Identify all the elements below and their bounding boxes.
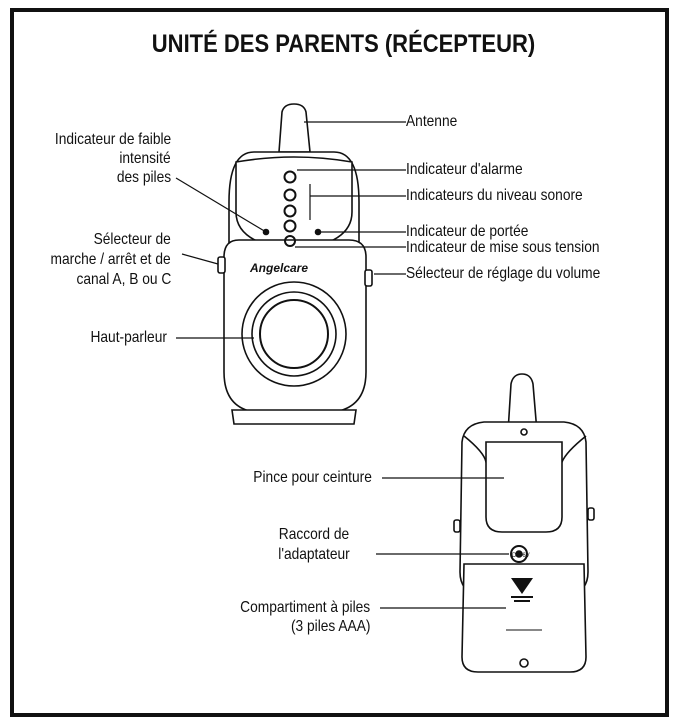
label-faible-piles-1: Indicateur de faible xyxy=(54,131,171,148)
diagram-frame xyxy=(10,8,669,717)
svg-text:DC 6V: DC 6V xyxy=(512,553,530,559)
label-raccord-2: l'adaptateur xyxy=(278,546,350,563)
label-antenne: Antenne xyxy=(406,113,458,130)
label-compartiment-1: Compartiment à piles xyxy=(239,599,370,616)
label-faible-piles-2: intensité xyxy=(119,150,171,167)
belt-clip xyxy=(486,442,562,532)
label-portee: Indicateur de portée xyxy=(406,223,529,240)
volume-knob xyxy=(365,270,372,286)
label-selecteur-2: marche / arrêt et de xyxy=(50,251,171,268)
back-side-knob-left xyxy=(454,520,460,532)
channel-selector-knob xyxy=(218,257,225,273)
label-faible-piles-3: des piles xyxy=(116,169,171,186)
brand-logo: Angelcare xyxy=(250,261,309,275)
back-side-knob-right xyxy=(588,508,594,520)
speaker-outer-ring xyxy=(242,282,346,386)
label-volume: Sélecteur de réglage du volume xyxy=(406,265,601,282)
label-alarme: Indicateur d'alarme xyxy=(406,161,523,178)
label-tension: Indicateur de mise sous tension xyxy=(406,239,600,256)
label-haut-parleur: Haut-parleur xyxy=(90,329,167,346)
front-face-upper xyxy=(236,157,352,250)
label-selecteur-3: canal A, B ou C xyxy=(76,271,171,288)
label-raccord-1: Raccord de xyxy=(278,526,350,543)
label-selecteur-1: Sélecteur de xyxy=(93,231,171,248)
label-niveau-sonore: Indicateurs du niveau sonore xyxy=(406,187,583,204)
front-base xyxy=(232,410,356,424)
front-antenna xyxy=(279,104,310,152)
led-range xyxy=(316,230,321,235)
label-compartiment-2: (3 piles AAA) xyxy=(290,618,370,635)
label-pince: Pince pour ceinture xyxy=(253,469,372,486)
diagram-title: UNITÉ DES PARENTS (RÉCEPTEUR) xyxy=(151,30,536,58)
